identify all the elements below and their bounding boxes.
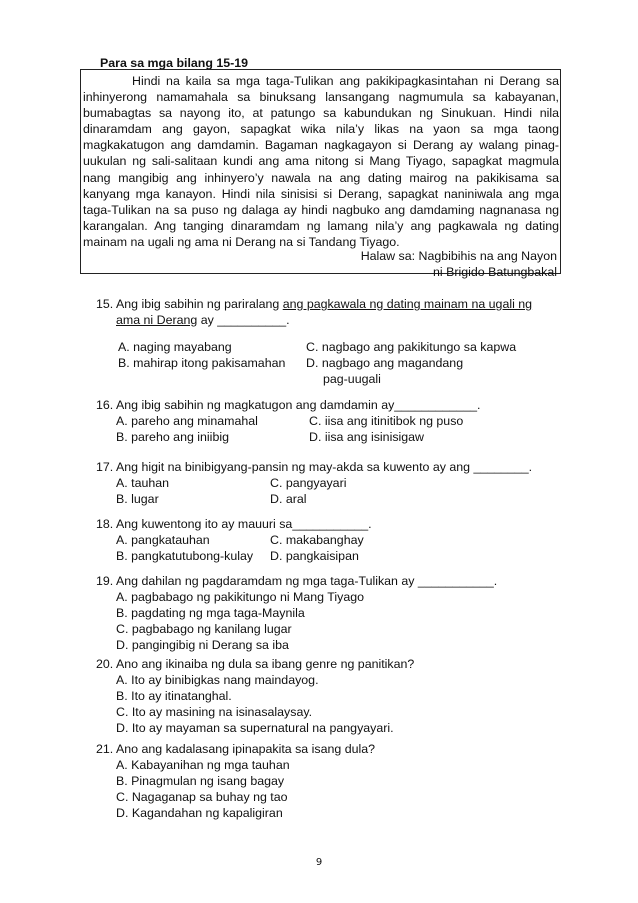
option-c[interactable]: C. Ito ay masining na isinasalaysay. xyxy=(116,705,313,719)
question-16 xyxy=(96,397,566,447)
option-c[interactable]: C. pagbabago ng kanilang lugar xyxy=(116,622,292,636)
question-stem xyxy=(96,573,497,589)
question-text: ay __________. xyxy=(197,313,290,327)
option-d[interactable]: D. nagbago ang magandang xyxy=(306,356,464,370)
option-d[interactable]: D. Kagandahan ng kapaligiran xyxy=(116,806,283,820)
question-21 xyxy=(96,741,566,821)
question-number: 15. xyxy=(96,297,114,311)
option-b[interactable]: B. pareho ang iniibig xyxy=(116,430,229,444)
option-c[interactable]: C. pangyayari xyxy=(270,476,347,490)
question-text: Ang ibig sabihin ng pariralang xyxy=(116,297,283,311)
question-number: 17. xyxy=(96,460,114,474)
passage-source-title: Halaw sa: Nagbibihis na ang Nayon xyxy=(360,249,557,263)
question-number: 21. xyxy=(96,742,114,756)
question-20 xyxy=(96,656,566,736)
question-18 xyxy=(96,516,566,566)
question-number: 19. xyxy=(96,574,114,588)
option-d-continued: pag-uugali xyxy=(323,372,381,386)
option-a[interactable]: A. Kabayanihan ng mga tauhan xyxy=(116,758,290,772)
option-a[interactable]: A. Ito ay binibigkas nang maindayog. xyxy=(116,673,319,687)
option-d[interactable]: D. iisa ang isinisigaw xyxy=(309,430,425,444)
question-text: Ano ang kadalasang ipinapakita sa isang dula? xyxy=(116,742,376,756)
option-c[interactable]: C. makabanghay xyxy=(270,533,364,547)
option-c[interactable]: C. Nagaganap sa buhay ng tao xyxy=(116,790,288,804)
question-stem xyxy=(96,397,480,413)
question-underlined-phrase: ang pagkawala ng dating mainam na ugali ng xyxy=(282,297,533,311)
option-a[interactable]: A. pangkatauhan xyxy=(116,533,210,547)
question-15 xyxy=(96,296,566,386)
question-stem xyxy=(96,459,532,475)
question-17 xyxy=(96,459,566,509)
passage-body: Hindi na kaila sa mga taga-Tulikan ang pakikipagkasintahan ni Derang sa inhinyerong namamahala sa binuksang lansangang nagmumula sa kabayanan, bumabagtas sa nayong ito, at patungo sa kabundukan ng Sinukuan. Hindi nila dinaramdam ang gayon, sapagkat wika nila’y likas na yaon sa mga taong magkakatugon ang damdamin. Bagaman nagkagayon si Derang ay walang pinag-uukulan ng sali-salitaan kundi ang ama nitong si Mang Tiyago, sapagkat magmula nang mangibig ang inhinyero’y nawala na ang dating mairog na pakikisama sa kanyang mga kanayon. Hindi nila sinisisi si Derang, sapagkat naniniwala ang mga taga-Tulikan na sa puso ng dalaga ay hindi nagbuko ang damdaming nagnanasa ng karangalan. Ang tanging dinaramdam ng lamang nila’y ang pagkawala ng dating mainam na ugali ng ama ni Derang na si Tandang Tiyago. xyxy=(83,74,559,249)
option-d[interactable]: D. aral xyxy=(270,492,307,506)
option-b[interactable]: B. Pinagmulan ng isang bagay xyxy=(116,774,285,788)
question-19 xyxy=(96,573,566,653)
question-stem xyxy=(96,656,414,672)
question-stem xyxy=(96,741,375,757)
option-b[interactable]: B. Ito ay itinatanghal. xyxy=(116,689,232,703)
question-text: Ang higit na binibigyang-pansin ng may-akda sa kuwento ay ang ________. xyxy=(116,460,533,474)
option-b[interactable]: B. lugar xyxy=(116,492,159,506)
option-b[interactable]: B. mahirap itong pakisamahan xyxy=(118,356,286,370)
question-number: 18. xyxy=(96,517,114,531)
option-a[interactable]: A. pagbabago ng pakikitungo ni Mang Tiyago xyxy=(116,590,364,604)
option-d[interactable]: D. Ito ay mayaman sa supernatural na pangyayari. xyxy=(116,721,394,735)
option-b[interactable]: B. pagdating ng mga taga-Maynila xyxy=(116,606,305,620)
question-number: 16. xyxy=(96,398,114,412)
question-stem-continued xyxy=(116,312,290,328)
option-a[interactable]: A. naging mayabang xyxy=(118,340,232,354)
question-text: Ang ibig sabihin ng magkatugon ang damdamin ay____________. xyxy=(116,398,481,412)
option-d[interactable]: D. pangingibig ni Derang sa iba xyxy=(116,638,289,652)
passage-text xyxy=(83,73,559,250)
question-stem xyxy=(96,516,372,532)
question-stem xyxy=(96,296,532,312)
section-heading: Para sa mga bilang 15-19 xyxy=(100,56,249,70)
option-b[interactable]: B. pangkatutubong-kulay xyxy=(116,549,254,563)
question-text: Ano ang ikinaiba ng dula sa ibang genre ng panitikan? xyxy=(116,657,415,671)
question-number: 20. xyxy=(96,657,114,671)
passage-source-author: ni Brigido Batungbakal xyxy=(433,265,557,279)
option-a[interactable]: A. pareho ang minamahal xyxy=(116,414,258,428)
page-number: 9 xyxy=(315,857,323,868)
question-text: Ang dahilan ng pagdaramdam ng mga taga-Tulikan ay ___________. xyxy=(116,574,498,588)
option-c[interactable]: C. nagbago ang pakikitungo sa kapwa xyxy=(306,340,517,354)
option-c[interactable]: C. iisa ang itinitibok ng puso xyxy=(309,414,464,428)
question-text: Ang kuwentong ito ay mauuri sa___________. xyxy=(116,517,372,531)
option-a[interactable]: A. tauhan xyxy=(116,476,170,490)
passage-box xyxy=(80,69,561,279)
question-underlined-phrase: ama ni Derang xyxy=(116,313,198,327)
option-d[interactable]: D. pangkaisipan xyxy=(270,549,359,563)
